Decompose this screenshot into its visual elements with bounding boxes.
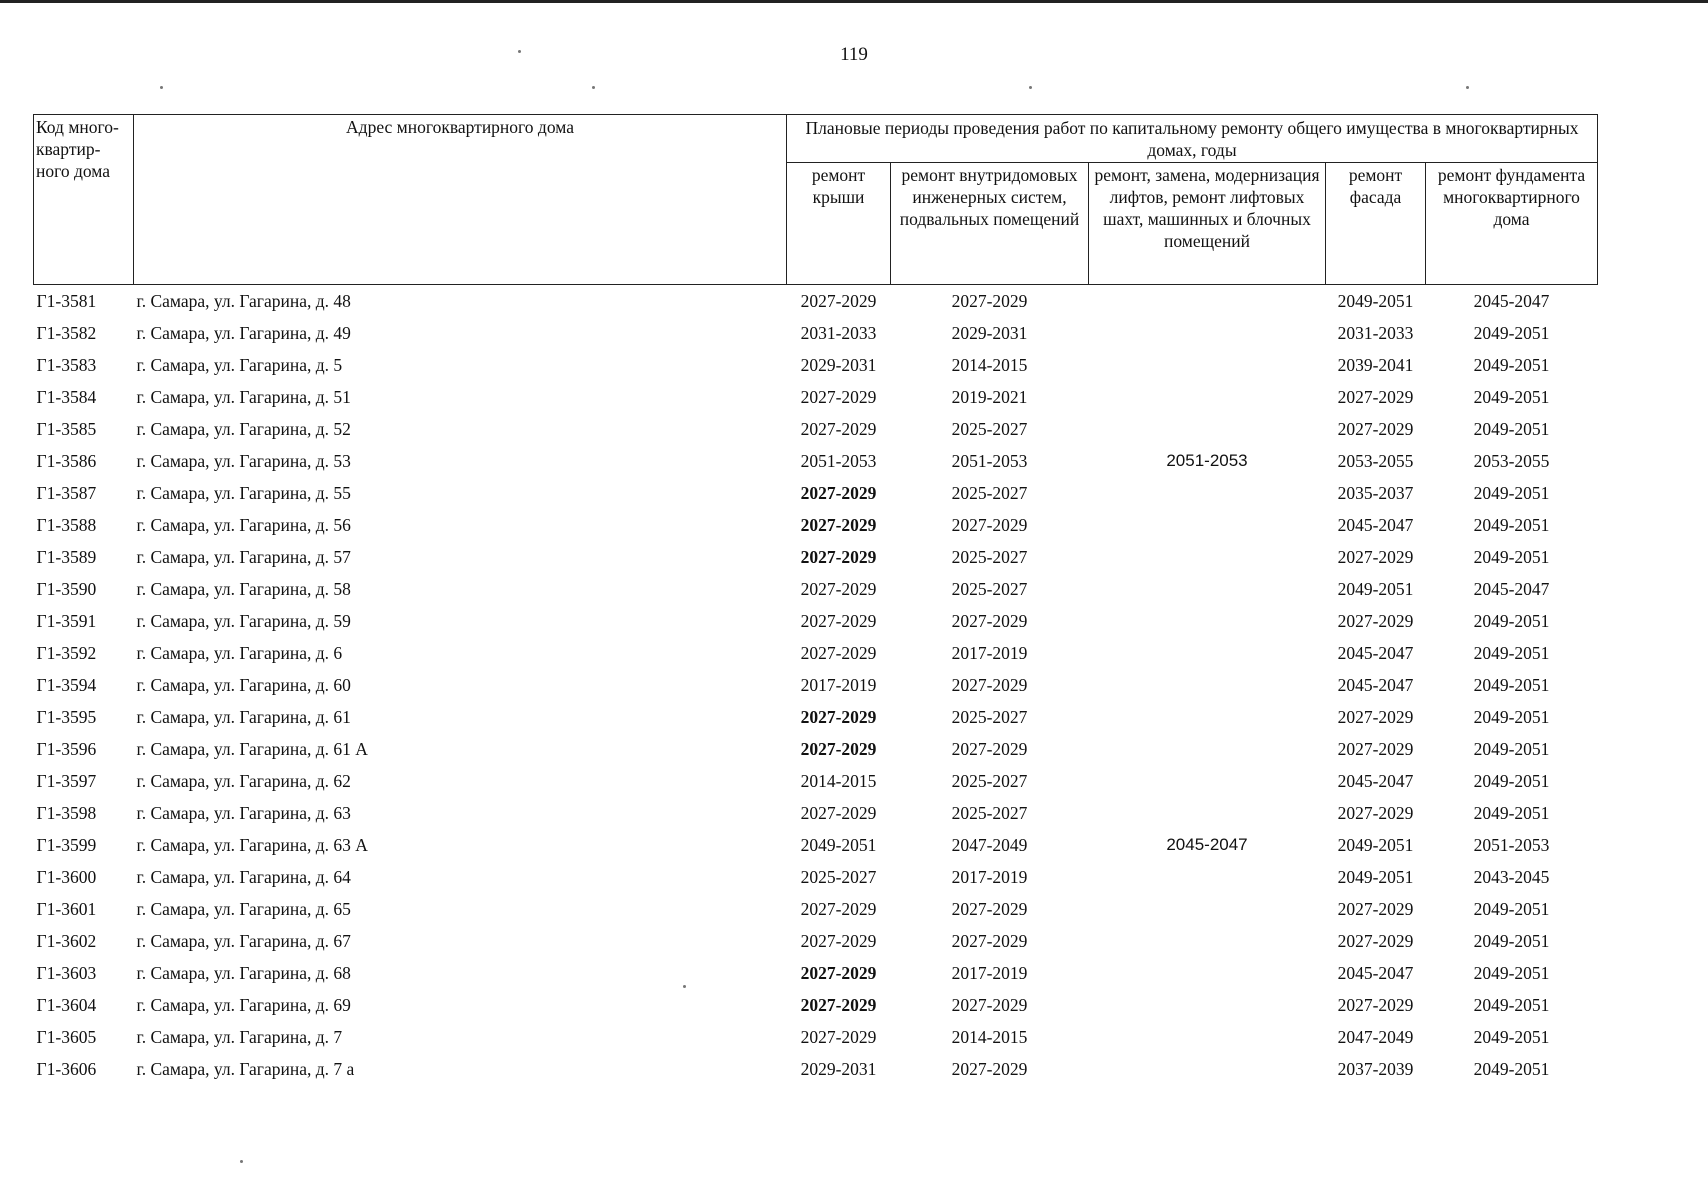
- facade-period-cell: 2027-2029: [1337, 707, 1414, 727]
- address-cell: г. Самара, ул. Гагарина, д. 56: [136, 515, 351, 535]
- roof-period-cell: 2027-2029: [800, 291, 877, 311]
- roof-period-cell: 2027-2029: [800, 547, 877, 567]
- facade-period-cell: 2035-2037: [1337, 483, 1414, 503]
- table-row: [34, 989, 1598, 1021]
- table-row: [34, 285, 1598, 318]
- roof-period-cell: 2027-2029: [800, 931, 877, 951]
- column-header-address: Адрес многоквартирного дома: [134, 115, 787, 285]
- facade-period-cell: 2047-2049: [1337, 1027, 1414, 1047]
- column-header-engineering: ремонт внутридомовых инженерных систем, подвальных помещений: [891, 163, 1089, 285]
- foundation-period-cell: 2049-2051: [1473, 675, 1550, 695]
- lifts-period-cell: [1089, 509, 1326, 541]
- engineering-period-cell: 2027-2029: [951, 675, 1028, 695]
- facade-period-cell: 2049-2051: [1337, 579, 1414, 599]
- house-code-cell: Г1-3590: [36, 579, 97, 599]
- roof-period-cell: 2027-2029: [800, 899, 877, 919]
- table-row: [34, 701, 1598, 733]
- foundation-period-cell: 2049-2051: [1473, 803, 1550, 823]
- roof-period-cell: 2027-2029: [800, 579, 877, 599]
- engineering-period-cell: 2025-2027: [951, 419, 1028, 439]
- lifts-period-cell: [1089, 989, 1326, 1021]
- lifts-period-cell: [1089, 573, 1326, 605]
- address-cell: г. Самара, ул. Гагарина, д. 51: [136, 387, 351, 407]
- house-code-cell: Г1-3592: [36, 643, 97, 663]
- house-code-cell: Г1-3596: [36, 739, 97, 759]
- address-cell: г. Самара, ул. Гагарина, д. 59: [136, 611, 351, 631]
- roof-period-cell: 2027-2029: [800, 387, 877, 407]
- lifts-period-cell: [1089, 1021, 1326, 1053]
- engineering-period-cell: 2027-2029: [951, 899, 1028, 919]
- column-header-code: Код много-квартир-ного дома: [34, 115, 134, 285]
- engineering-period-cell: 2029-2031: [951, 323, 1028, 343]
- table-row: [34, 349, 1598, 381]
- table-header: [34, 115, 1598, 285]
- table-row: [34, 829, 1598, 861]
- foundation-period-cell: 2043-2045: [1473, 867, 1550, 887]
- foundation-period-cell: 2049-2051: [1473, 643, 1550, 663]
- address-cell: г. Самара, ул. Гагарина, д. 49: [136, 323, 351, 343]
- house-code-cell: Г1-3594: [36, 675, 97, 695]
- house-code-cell: Г1-3602: [36, 931, 97, 951]
- house-code-cell: Г1-3588: [36, 515, 97, 535]
- foundation-period-cell: 2049-2051: [1473, 1027, 1550, 1047]
- facade-period-cell: 2053-2055: [1337, 451, 1414, 471]
- address-cell: г. Самара, ул. Гагарина, д. 48: [136, 291, 351, 311]
- engineering-period-cell: 2027-2029: [951, 1059, 1028, 1079]
- roof-period-cell: 2027-2029: [800, 739, 877, 759]
- facade-period-cell: 2027-2029: [1337, 931, 1414, 951]
- table-row: [34, 1021, 1598, 1053]
- foundation-period-cell: 2049-2051: [1473, 611, 1550, 631]
- table-row: [34, 541, 1598, 573]
- engineering-period-cell: 2027-2029: [951, 291, 1028, 311]
- lifts-period-cell: [1089, 1053, 1326, 1085]
- roof-period-cell: 2027-2029: [800, 483, 877, 503]
- table-row: [34, 573, 1598, 605]
- foundation-period-cell: 2051-2053: [1473, 835, 1550, 855]
- house-code-cell: Г1-3595: [36, 707, 97, 727]
- lifts-period-cell: [1089, 701, 1326, 733]
- scan-speck: [1466, 86, 1469, 89]
- scan-speck: [518, 50, 521, 53]
- roof-period-cell: 2027-2029: [800, 643, 877, 663]
- lifts-period-cell: [1089, 893, 1326, 925]
- table-row: [34, 317, 1598, 349]
- engineering-period-cell: 2025-2027: [951, 483, 1028, 503]
- engineering-period-cell: 2025-2027: [951, 771, 1028, 791]
- roof-period-cell: 2031-2033: [800, 323, 877, 343]
- address-cell: г. Самара, ул. Гагарина, д. 7: [136, 1027, 343, 1047]
- lifts-period-cell: [1089, 957, 1326, 989]
- house-code-cell: Г1-3587: [36, 483, 97, 503]
- roof-period-cell: 2027-2029: [800, 803, 877, 823]
- foundation-period-cell: 2045-2047: [1473, 291, 1550, 311]
- engineering-period-cell: 2025-2027: [951, 579, 1028, 599]
- address-cell: г. Самара, ул. Гагарина, д. 63: [136, 803, 351, 823]
- facade-period-cell: 2045-2047: [1337, 963, 1414, 983]
- house-code-cell: Г1-3585: [36, 419, 97, 439]
- house-code-cell: Г1-3604: [36, 995, 97, 1015]
- table-row: [34, 381, 1598, 413]
- column-header-facade: ремонт фасада: [1326, 163, 1426, 285]
- engineering-period-cell: 2017-2019: [951, 643, 1028, 663]
- facade-period-cell: 2027-2029: [1337, 611, 1414, 631]
- engineering-period-cell: 2047-2049: [951, 835, 1028, 855]
- roof-period-cell: 2014-2015: [800, 771, 877, 791]
- facade-period-cell: 2027-2029: [1337, 739, 1414, 759]
- foundation-period-cell: 2049-2051: [1473, 387, 1550, 407]
- house-code-cell: Г1-3582: [36, 323, 97, 343]
- foundation-period-cell: 2053-2055: [1473, 451, 1550, 471]
- foundation-period-cell: 2049-2051: [1473, 995, 1550, 1015]
- facade-period-cell: 2045-2047: [1337, 643, 1414, 663]
- house-code-cell: Г1-3605: [36, 1027, 97, 1047]
- foundation-period-cell: 2049-2051: [1473, 515, 1550, 535]
- engineering-period-cell: 2014-2015: [951, 355, 1028, 375]
- roof-period-cell: 2049-2051: [800, 835, 877, 855]
- facade-period-cell: 2045-2047: [1337, 675, 1414, 695]
- address-cell: г. Самара, ул. Гагарина, д. 67: [136, 931, 351, 951]
- lifts-period-cell: 2045-2047: [1166, 835, 1248, 854]
- lifts-period-cell: 2051-2053: [1166, 451, 1248, 470]
- scan-speck: [592, 86, 595, 89]
- address-cell: г. Самара, ул. Гагарина, д. 68: [136, 963, 351, 983]
- table-row: [34, 509, 1598, 541]
- roof-period-cell: 2027-2029: [800, 707, 877, 727]
- engineering-period-cell: 2027-2029: [951, 995, 1028, 1015]
- foundation-period-cell: 2049-2051: [1473, 707, 1550, 727]
- address-cell: г. Самара, ул. Гагарина, д. 60: [136, 675, 351, 695]
- facade-period-cell: 2027-2029: [1337, 419, 1414, 439]
- scan-speck: [1029, 86, 1032, 89]
- facade-period-cell: 2049-2051: [1337, 835, 1414, 855]
- house-code-cell: Г1-3597: [36, 771, 97, 791]
- engineering-period-cell: 2027-2029: [951, 739, 1028, 759]
- house-code-cell: Г1-3600: [36, 867, 97, 887]
- foundation-period-cell: 2049-2051: [1473, 931, 1550, 951]
- engineering-period-cell: 2025-2027: [951, 707, 1028, 727]
- column-header-lifts: ремонт, замена, модернизация лифтов, ремонт лифтовых шахт, машинных и блочных помещений: [1089, 163, 1326, 285]
- capital-repair-schedule-table: [33, 114, 1598, 1085]
- table-row: [34, 605, 1598, 637]
- table-row: [34, 893, 1598, 925]
- table-row: [34, 861, 1598, 893]
- lifts-period-cell: [1089, 477, 1326, 509]
- table-row: [34, 765, 1598, 797]
- table-row: [34, 797, 1598, 829]
- facade-period-cell: 2045-2047: [1337, 771, 1414, 791]
- table-row: [34, 477, 1598, 509]
- address-cell: г. Самара, ул. Гагарина, д. 57: [136, 547, 351, 567]
- engineering-period-cell: 2019-2021: [951, 387, 1028, 407]
- lifts-period-cell: [1089, 381, 1326, 413]
- scan-speck: [683, 985, 686, 988]
- lifts-period-cell: [1089, 317, 1326, 349]
- facade-period-cell: 2049-2051: [1337, 867, 1414, 887]
- foundation-period-cell: 2049-2051: [1473, 1059, 1550, 1079]
- page-number: 119: [840, 44, 868, 65]
- house-code-cell: Г1-3601: [36, 899, 97, 919]
- foundation-period-cell: 2049-2051: [1473, 547, 1550, 567]
- address-cell: г. Самара, ул. Гагарина, д. 62: [136, 771, 351, 791]
- table-row: [34, 957, 1598, 989]
- column-group-header-planned-periods: Плановые периоды проведения работ по капитальному ремонту общего имущества в многоквартирных домах, годы: [787, 115, 1598, 163]
- lifts-period-cell: [1089, 861, 1326, 893]
- roof-period-cell: 2029-2031: [800, 355, 877, 375]
- lifts-period-cell: [1089, 413, 1326, 445]
- facade-period-cell: 2027-2029: [1337, 899, 1414, 919]
- column-header-foundation: ремонт фундамента многоквартирного дома: [1426, 163, 1598, 285]
- roof-period-cell: 2051-2053: [800, 451, 877, 471]
- address-cell: г. Самара, ул. Гагарина, д. 64: [136, 867, 351, 887]
- facade-period-cell: 2027-2029: [1337, 995, 1414, 1015]
- address-cell: г. Самара, ул. Гагарина, д. 63 А: [136, 835, 368, 855]
- facade-period-cell: 2027-2029: [1337, 547, 1414, 567]
- address-cell: г. Самара, ул. Гагарина, д. 69: [136, 995, 351, 1015]
- engineering-period-cell: 2025-2027: [951, 547, 1028, 567]
- table-body: [34, 285, 1598, 1086]
- roof-period-cell: 2027-2029: [800, 995, 877, 1015]
- table-row: [34, 637, 1598, 669]
- facade-period-cell: 2037-2039: [1337, 1059, 1414, 1079]
- roof-period-cell: 2017-2019: [800, 675, 877, 695]
- table-row: [34, 1053, 1598, 1085]
- table-row: [34, 733, 1598, 765]
- foundation-period-cell: 2049-2051: [1473, 483, 1550, 503]
- house-code-cell: Г1-3589: [36, 547, 97, 567]
- foundation-period-cell: 2049-2051: [1473, 355, 1550, 375]
- scan-speck: [160, 86, 163, 89]
- roof-period-cell: 2027-2029: [800, 515, 877, 535]
- roof-period-cell: 2027-2029: [800, 963, 877, 983]
- engineering-period-cell: 2027-2029: [951, 515, 1028, 535]
- foundation-period-cell: 2049-2051: [1473, 963, 1550, 983]
- house-code-cell: Г1-3603: [36, 963, 97, 983]
- facade-period-cell: 2045-2047: [1337, 515, 1414, 535]
- engineering-period-cell: 2027-2029: [951, 931, 1028, 951]
- address-cell: г. Самара, ул. Гагарина, д. 58: [136, 579, 351, 599]
- address-cell: г. Самара, ул. Гагарина, д. 7 а: [136, 1059, 355, 1079]
- lifts-period-cell: [1089, 285, 1326, 318]
- table-row: [34, 413, 1598, 445]
- roof-period-cell: 2027-2029: [800, 419, 877, 439]
- house-code-cell: Г1-3591: [36, 611, 97, 631]
- lifts-period-cell: [1089, 669, 1326, 701]
- facade-period-cell: 2039-2041: [1337, 355, 1414, 375]
- house-code-cell: Г1-3606: [36, 1059, 97, 1079]
- lifts-period-cell: [1089, 349, 1326, 381]
- engineering-period-cell: 2014-2015: [951, 1027, 1028, 1047]
- address-cell: г. Самара, ул. Гагарина, д. 53: [136, 451, 351, 471]
- lifts-period-cell: [1089, 605, 1326, 637]
- engineering-period-cell: 2027-2029: [951, 611, 1028, 631]
- address-cell: г. Самара, ул. Гагарина, д. 55: [136, 483, 351, 503]
- address-cell: г. Самара, ул. Гагарина, д. 6: [136, 643, 343, 663]
- top-border-line: [0, 0, 1708, 3]
- address-cell: г. Самара, ул. Гагарина, д. 61 А: [136, 739, 368, 759]
- facade-period-cell: 2049-2051: [1337, 291, 1414, 311]
- lifts-period-cell: [1089, 637, 1326, 669]
- scan-speck: [240, 1160, 243, 1163]
- roof-period-cell: 2025-2027: [800, 867, 877, 887]
- facade-period-cell: 2027-2029: [1337, 803, 1414, 823]
- roof-period-cell: 2027-2029: [800, 1027, 877, 1047]
- house-code-cell: Г1-3584: [36, 387, 97, 407]
- house-code-cell: Г1-3581: [36, 291, 97, 311]
- house-code-cell: Г1-3583: [36, 355, 97, 375]
- table-row: [34, 925, 1598, 957]
- foundation-period-cell: 2049-2051: [1473, 323, 1550, 343]
- lifts-period-cell: [1089, 797, 1326, 829]
- engineering-period-cell: 2051-2053: [951, 451, 1028, 471]
- roof-period-cell: 2027-2029: [800, 611, 877, 631]
- capital-repair-schedule-sheet: [33, 114, 1597, 1085]
- column-header-roof: ремонт крыши: [787, 163, 891, 285]
- lifts-period-cell: [1089, 765, 1326, 797]
- roof-period-cell: 2029-2031: [800, 1059, 877, 1079]
- house-code-cell: Г1-3599: [36, 835, 97, 855]
- house-code-cell: Г1-3598: [36, 803, 97, 823]
- foundation-period-cell: 2049-2051: [1473, 771, 1550, 791]
- table-row: [34, 445, 1598, 477]
- address-cell: г. Самара, ул. Гагарина, д. 61: [136, 707, 351, 727]
- foundation-period-cell: 2045-2047: [1473, 579, 1550, 599]
- address-cell: г. Самара, ул. Гагарина, д. 52: [136, 419, 351, 439]
- lifts-period-cell: [1089, 733, 1326, 765]
- house-code-cell: Г1-3586: [36, 451, 97, 471]
- lifts-period-cell: [1089, 925, 1326, 957]
- facade-period-cell: 2027-2029: [1337, 387, 1414, 407]
- lifts-period-cell: [1089, 541, 1326, 573]
- foundation-period-cell: 2049-2051: [1473, 419, 1550, 439]
- engineering-period-cell: 2017-2019: [951, 867, 1028, 887]
- engineering-period-cell: 2025-2027: [951, 803, 1028, 823]
- foundation-period-cell: 2049-2051: [1473, 739, 1550, 759]
- address-cell: г. Самара, ул. Гагарина, д. 65: [136, 899, 351, 919]
- engineering-period-cell: 2017-2019: [951, 963, 1028, 983]
- foundation-period-cell: 2049-2051: [1473, 899, 1550, 919]
- table-row: [34, 669, 1598, 701]
- facade-period-cell: 2031-2033: [1337, 323, 1414, 343]
- address-cell: г. Самара, ул. Гагарина, д. 5: [136, 355, 343, 375]
